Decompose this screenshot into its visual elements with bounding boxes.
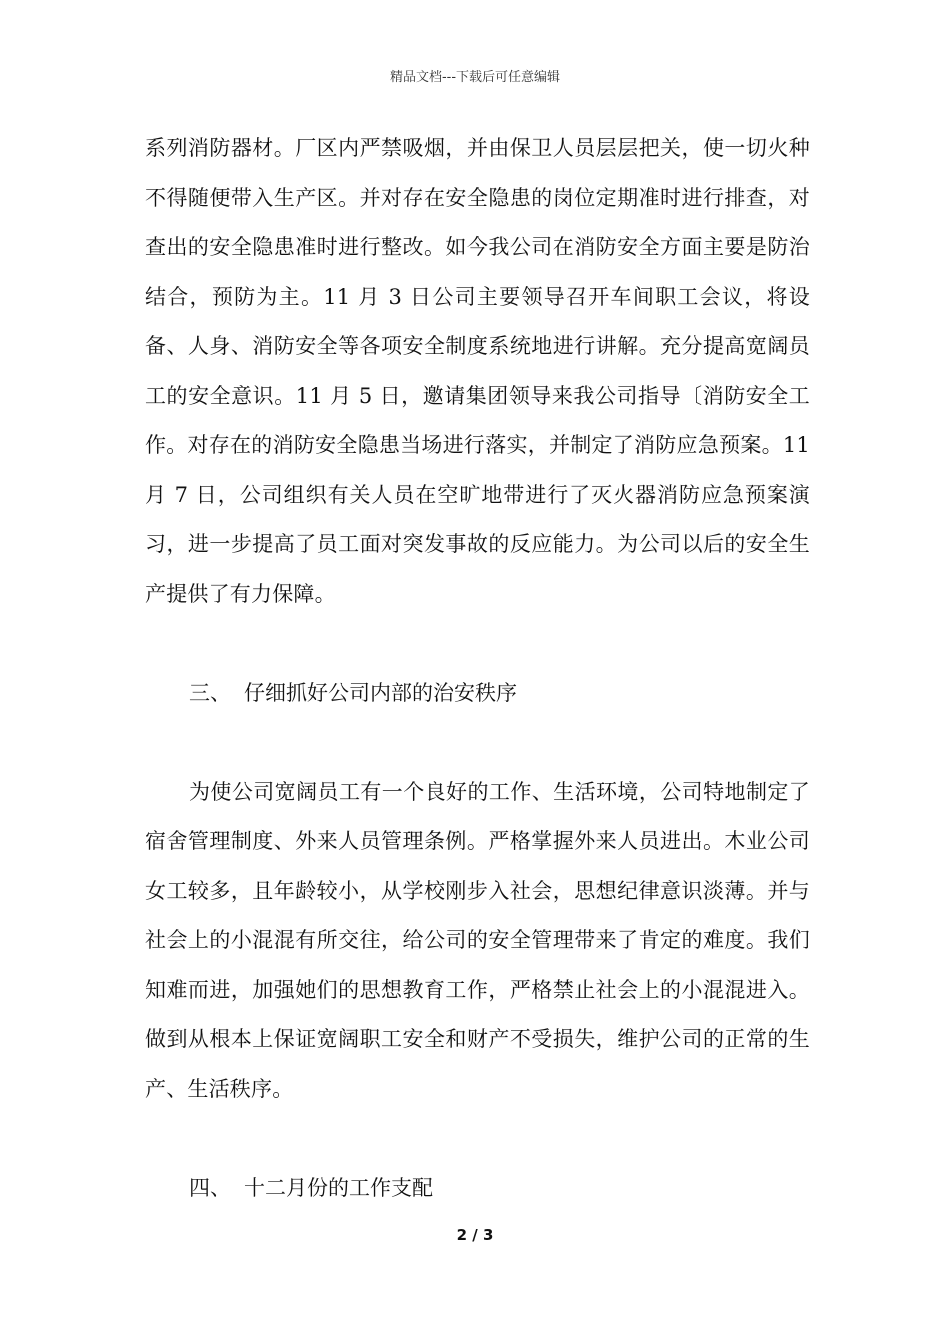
section-title-3: 仔细抓好公司内部的治安秩序 — [244, 680, 517, 705]
page-header: 精品文档---下载后可任意编辑 — [389, 70, 561, 85]
spacer — [145, 619, 810, 669]
page-number: 2 / 3 — [456, 1226, 494, 1244]
document-body — [145, 124, 810, 1213]
section-heading-3 — [145, 669, 810, 719]
paragraph-fire-safety: 系列消防器材。厂区内严禁吸烟，并由保卫人员层层把关，使一切火种不得随便带入生产区。并对存在安全隐患的岗位定期准时进行排查，对查出的安全隐患准时进行整改。如今我公司在消防安全方面主要是防治结合，预防为主。11 月 3 日公司主要领导召开车间职工会议，将设备、人身、消防安全等各项安全制度系统地进行讲解。充分提高宽阔员工的安全意识。11 月 5 日，邀请集团领导来我公司指导〔消防安全工作。对存在的消防安全隐患当场进行落实，并制定了消防应急预案。11 月 7 日，公司组织有关人员在空旷地带进行了灭火器消防应急预案演习，进一步提高了员工面对突发事故的反应能力。为公司以后的安全生产提供了有力保障。 — [145, 136, 810, 606]
spacer — [145, 1114, 810, 1164]
section-number-4: 四、 — [189, 1175, 231, 1200]
section-number-3: 三、 — [189, 680, 231, 705]
section-heading-4 — [145, 1164, 810, 1214]
section-title-4: 十二月份的工作支配 — [244, 1175, 433, 1200]
spacer — [145, 718, 810, 768]
paragraph-public-order: 为使公司宽阔员工有一个良好的工作、生活环境，公司特地制定了宿舍管理制度、外来人员管理条例。严格掌握外来人员进出。木业公司女工较多，且年龄较小，从学校刚步入社会，思想纪律意识淡薄。并与社会上的小混混有所交往，给公司的安全管理带来了肯定的难度。我们知难而进，加强她们的思想教育工作，严格禁止社会上的小混混进入。做到从根本上保证宽阔职工安全和财产不受损失，维护公司的正常的生产、生活秩序。 — [145, 779, 810, 1101]
